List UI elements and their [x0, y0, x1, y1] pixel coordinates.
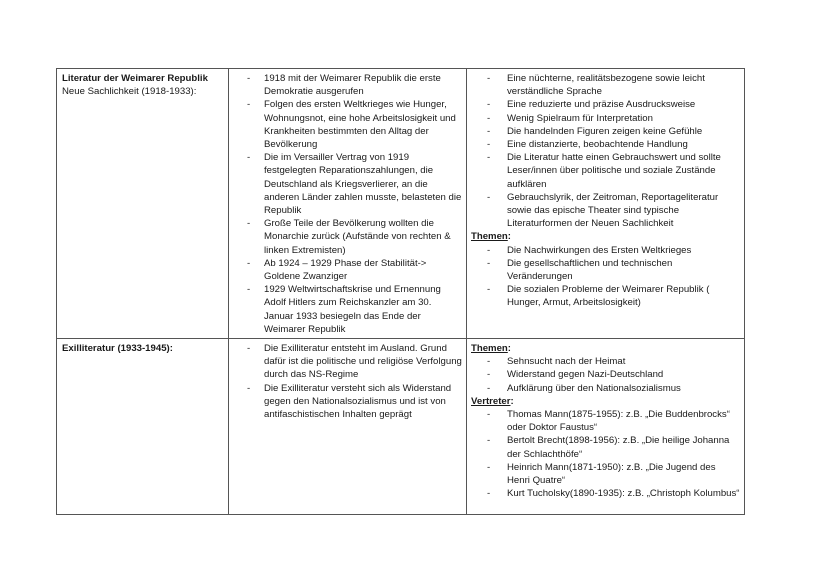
list-item: - Die gesellschaftlichen und technischen Veränderungen: [467, 257, 740, 283]
period-cell-weimar: [57, 69, 229, 339]
context-list: [229, 69, 466, 338]
list-item: - Bertolt Brecht(1898-1956): z.B. „Die heilige Johanna der Schlachthöfe“: [467, 434, 740, 460]
authors-heading: Vertreter:: [471, 395, 514, 407]
themes-heading: Themen:: [471, 343, 511, 355]
list-item: - Thomas Mann(1875-1955): z.B. „Die Buddenbrocks“ oder Doktor Faustus“: [467, 408, 740, 434]
list-item: - Die Exilliteratur entsteht im Ausland. Grund dafür ist die politische und religiöse Verfolgung durch das NS-Regime: [229, 342, 462, 382]
themes-cell-exil: [467, 339, 745, 515]
list-item: - 1918 mit der Weimarer Republik die erste Demokratie ausgerufen: [229, 72, 462, 98]
themes-list: [467, 244, 744, 310]
list-item: - Kurt Tucholsky(1890-1935): z.B. „Christoph Kolumbus“: [467, 487, 740, 500]
authors-list: [467, 408, 744, 500]
list-item: - Aufklärung über den Nationalsozialismus: [467, 382, 740, 395]
list-item: - Die Nachwirkungen des Ersten Weltkrieges: [467, 244, 740, 257]
list-item: - Eine distanzierte, beobachtende Handlung: [467, 138, 740, 151]
list-item: - Eine nüchterne, realitätsbezogene sowie leicht verständliche Sprache: [467, 72, 740, 98]
list-item: - Folgen des ersten Weltkrieges wie Hunger, Wohnungsnot, eine hohe Arbeitslosigkeit und Krankheiten bestimmten den Alltag der Bevölkerung: [229, 98, 462, 151]
period-cell-exil: [57, 339, 229, 515]
period-title: Exilliteratur (1933-1945):: [62, 343, 173, 355]
period-title: Literatur der Weimarer Republik: [62, 73, 208, 84]
table-row-weimar: [57, 69, 745, 339]
list-item: - Gebrauchslyrik, der Zeitroman, Reportageliteratur sowie das epische Theater sind typische Literaturformen der Neuen Sachlichkeit: [467, 191, 740, 231]
list-item: - Ab 1924 – 1929 Phase der Stabilität-> Goldene Zwanziger: [229, 257, 462, 283]
context-list: [229, 339, 466, 423]
list-item: - Eine reduzierte und präzise Ausdrucksweise: [467, 98, 740, 111]
list-item: - Die Exilliteratur versteht sich als Widerstand gegen den Nationalsozialismus und ist von antifaschistischen Inhalten geprägt: [229, 382, 462, 422]
list-item: - Die sozialen Probleme der Weimarer Republik ( Hunger, Armut, Arbeitslosigkeit): [467, 283, 740, 309]
literature-table: [56, 68, 745, 515]
themes-heading: Themen:: [471, 231, 511, 243]
list-item: - Wenig Spielraum für Interpretation: [467, 112, 740, 125]
features-list: [467, 72, 744, 230]
themes-list: [467, 355, 744, 395]
context-cell-exil: [229, 339, 467, 515]
list-item: - Die im Versailler Vertrag von 1919 festgelegten Reparationszahlungen, die Deutschland als Kriegsverlierer, an die anderen Länder zahlen musste, belasteten die Republik: [229, 151, 462, 217]
table-row-exil: [57, 339, 745, 515]
features-cell-weimar: [467, 69, 745, 339]
list-item: - Große Teile der Bevölkerung wollten die Monarchie zurück (Aufstände von rechten & linken Extremisten): [229, 217, 462, 257]
context-cell-weimar: [229, 69, 467, 339]
list-item: - Die Literatur hatte einen Gebrauchswert und sollte Leser/innen über politische und soziale Zustände aufklären: [467, 151, 740, 191]
list-item: - Sehnsucht nach der Heimat: [467, 355, 740, 368]
list-item: - Heinrich Mann(1871-1950): z.B. „Die Jugend des Henri Quatre“: [467, 461, 740, 487]
list-item: - Widerstand gegen Nazi-Deutschland: [467, 368, 740, 381]
period-subtitle: Neue Sachlichkeit (1918-1933):: [62, 86, 197, 98]
list-item: - Die handelnden Figuren zeigen keine Gefühle: [467, 125, 740, 138]
list-item: - 1929 Weltwirtschaftskrise und Ernennung Adolf Hitlers zum Reichskanzler am 30. Januar 1933 besiegeln das Ende der Weimarer Republik: [229, 283, 462, 336]
